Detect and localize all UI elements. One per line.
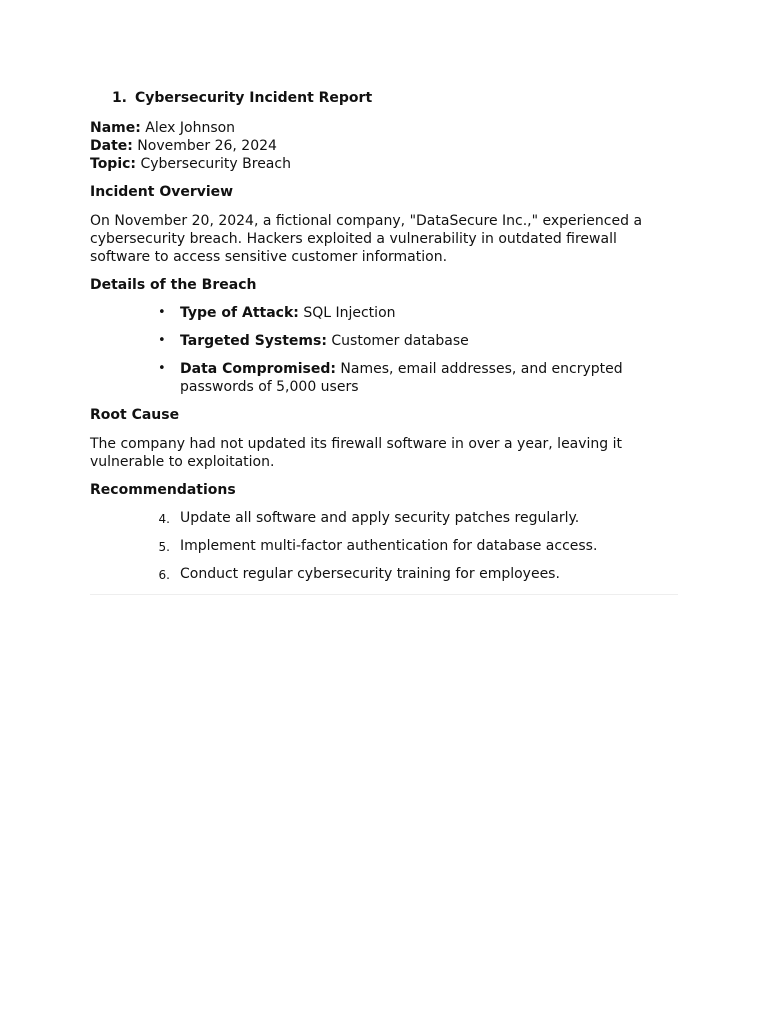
recommendation-number: 4. bbox=[158, 512, 170, 526]
recommendation-text: Implement multi-factor authentication for database access. bbox=[180, 538, 598, 554]
meta-date-value: November 26, 2024 bbox=[132, 138, 277, 154]
meta-name-label: Name: bbox=[90, 120, 141, 136]
breach-item-label: Type of Attack: bbox=[180, 305, 299, 321]
recommendations-heading: Recommendations bbox=[90, 482, 236, 498]
report-number: 1. bbox=[111, 90, 127, 106]
list-item bbox=[90, 304, 678, 322]
report-title: Cybersecurity Incident Report bbox=[135, 90, 373, 106]
breach-item-label: Targeted Systems: bbox=[180, 333, 327, 349]
list-item bbox=[90, 565, 678, 583]
root-cause-text: The company had not updated its firewall software in over a year, leaving it vulnerable to exploitation. bbox=[90, 436, 623, 470]
recommendations-list bbox=[90, 509, 678, 583]
report-title-row bbox=[90, 90, 678, 112]
recommendation-number: 6. bbox=[158, 568, 170, 582]
report-content bbox=[90, 90, 678, 595]
meta-topic-value: Cybersecurity Breach bbox=[136, 156, 291, 172]
meta-topic bbox=[90, 155, 678, 173]
report-meta bbox=[90, 119, 678, 173]
overview-heading: Incident Overview bbox=[90, 184, 234, 200]
overview-text: On November 20, 2024, a fictional company, "DataSecure Inc.," experienced a cybersecurity breach. Hackers exploited a vulnerability in outdated firewall software to access sensitive customer information. bbox=[90, 213, 643, 265]
breach-item-value: Names, email addresses, and encrypted passwords of 5,000 users bbox=[180, 361, 623, 395]
breach-item-label: Data Compromised: bbox=[180, 361, 336, 377]
bullet-icon: • bbox=[158, 305, 166, 320]
meta-name bbox=[90, 119, 678, 137]
root-cause-heading: Root Cause bbox=[90, 407, 180, 423]
meta-date-label: Date: bbox=[90, 138, 133, 154]
list-item bbox=[90, 360, 678, 396]
bullet-icon: • bbox=[158, 333, 166, 348]
breach-item-value: Customer database bbox=[326, 333, 469, 349]
breach-details-list bbox=[90, 304, 678, 396]
list-item bbox=[90, 332, 678, 350]
meta-topic-label: Topic: bbox=[90, 156, 137, 172]
meta-date bbox=[90, 137, 678, 155]
recommendation-number: 5. bbox=[158, 540, 170, 554]
breach-heading: Details of the Breach bbox=[90, 277, 257, 293]
recommendation-text: Conduct regular cybersecurity training for employees. bbox=[180, 566, 560, 582]
section-divider bbox=[90, 594, 678, 595]
list-item bbox=[90, 537, 678, 555]
breach-item-value: SQL Injection bbox=[298, 305, 396, 321]
bullet-icon: • bbox=[158, 361, 166, 376]
recommendation-text: Update all software and apply security patches regularly. bbox=[180, 510, 580, 526]
list-item bbox=[90, 509, 678, 527]
meta-name-value: Alex Johnson bbox=[140, 120, 236, 136]
